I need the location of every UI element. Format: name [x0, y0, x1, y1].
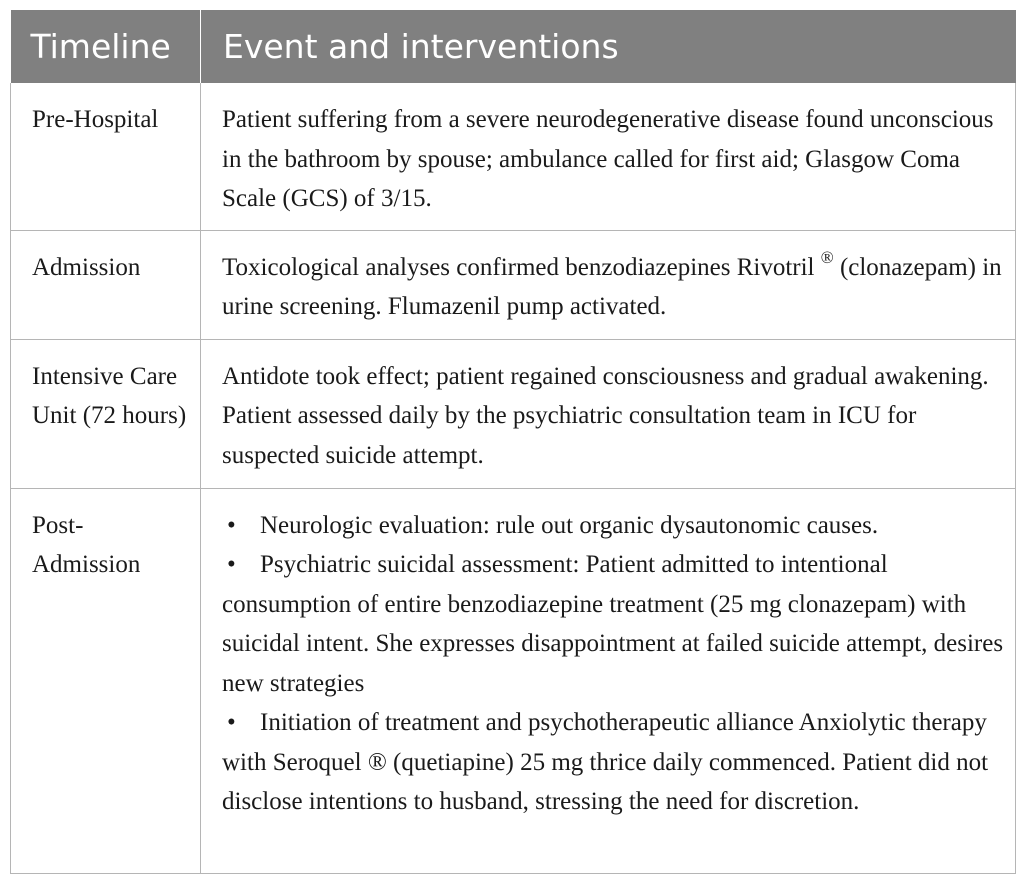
timeline-text: Admission — [32, 253, 141, 281]
table-row — [11, 230, 1016, 339]
timeline-text: Post-Admission — [32, 511, 141, 578]
table-row — [11, 339, 1016, 488]
event-cell — [201, 83, 1016, 230]
bullet-text: Neurologic evaluation: rule out organic dysautonomic causes. — [260, 511, 879, 539]
bullet-icon: • — [227, 709, 236, 736]
bullet-text: Initiation of treatment and psychotherapeutic alliance Anxiolytic therapy with Seroquel ® (quetiapine) 25 mg thrice daily commenced. Patient did not disclose intentions to husband, stressing the need for discretion. — [222, 709, 989, 815]
timeline-cell — [11, 339, 201, 488]
header-row — [11, 10, 1016, 83]
registered-mark: ® — [820, 247, 834, 267]
table-row — [11, 488, 1016, 873]
bullet-item — [222, 545, 1005, 703]
event-cell — [201, 339, 1016, 488]
table-row — [11, 83, 1016, 230]
timeline-text: Pre-Hospital — [32, 106, 159, 133]
timeline-cell — [11, 83, 201, 230]
timeline-cell — [11, 488, 201, 873]
event-cell — [201, 488, 1016, 873]
timeline-cell — [11, 230, 201, 339]
event-text: Patient suffering from a severe neurodegenerative disease found unconscious in the bathroom by spouse; ambulance called for first aid; Glasgow Coma Scale (GCS) of 3/15. — [222, 106, 994, 212]
bullet-icon: • — [227, 551, 236, 578]
bullet-item — [222, 703, 1005, 822]
bullet-item — [222, 506, 1005, 546]
event-text-part: Toxicological analyses confirmed benzodiazepines Rivotril — [222, 253, 821, 281]
bullet-text: Psychiatric suicidal assessment: Patient admitted to intentional consumption of entire benzodiazepine treatment (25 mg clonazepam) with suicidal intent. She expresses disappointment at failed suicide attempt, desires new strategies — [222, 551, 1004, 697]
timeline-text: Intensive Care Unit (72 hours) — [32, 362, 187, 429]
event-text-part: (clonazepam) in urine screening. Flumazenil pump activated. — [222, 253, 1002, 320]
header-event: Event and interventions — [201, 10, 1016, 83]
header-timeline: Timeline — [11, 10, 201, 83]
timeline-table — [10, 10, 1016, 874]
event-cell — [201, 230, 1016, 339]
event-text: Antidote took effect; patient regained consciousness and gradual awakening. Patient assessed daily by the psychiatric consultation team in ICU for suspected suicide attempt. — [222, 362, 989, 469]
bullet-icon: • — [227, 511, 236, 539]
